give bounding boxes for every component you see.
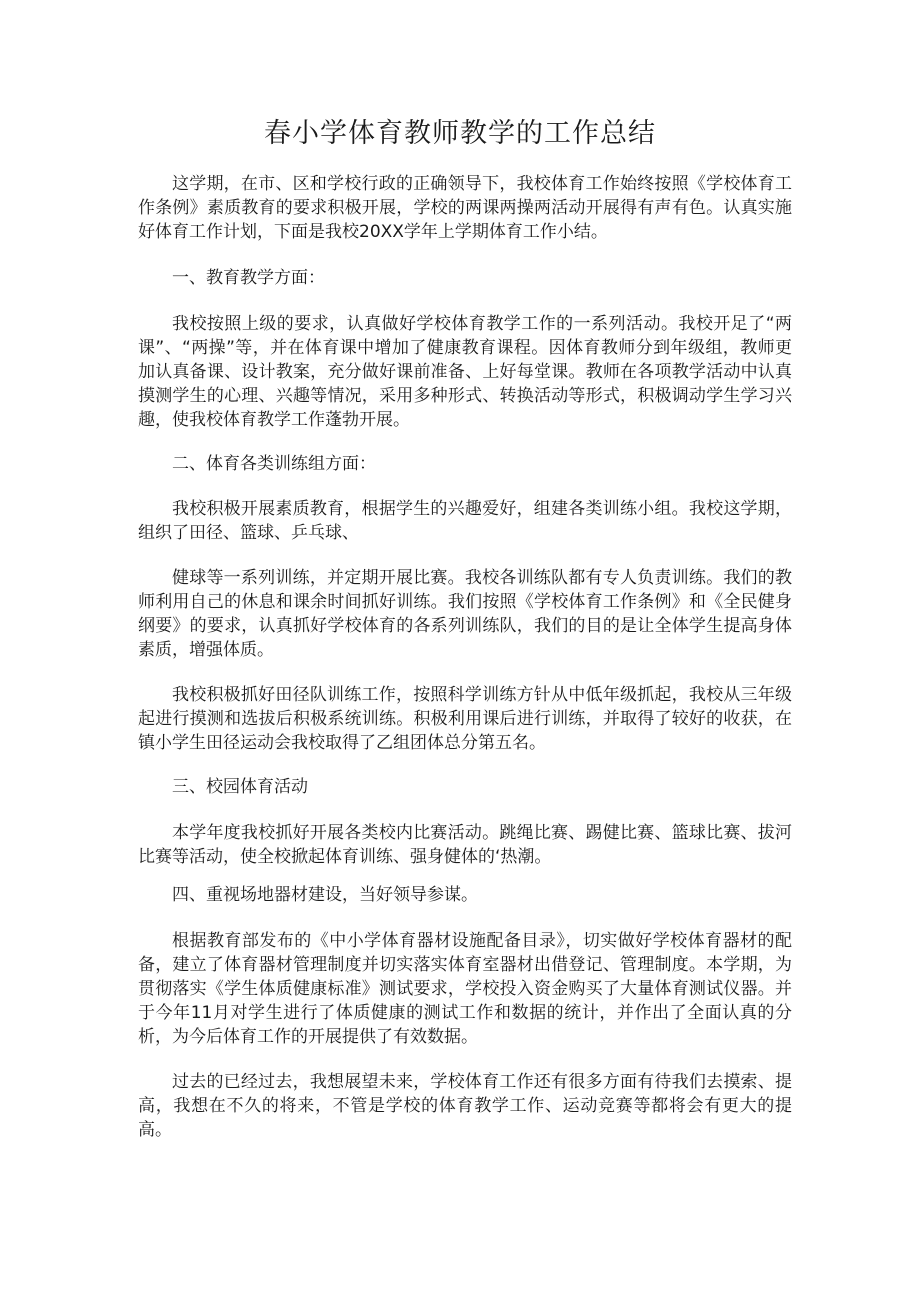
section-heading-training: 二、体育各类训练组方面： <box>172 454 376 474</box>
training-paragraph-2: 健球等一系列训练，并定期开展比赛。我校各训练队都有专人负责训练。我们的教师利用自己的休息和课余时间抓好训练。我们按照《学校体育工作条例》和《全民健身纲要》的要求，认真抓好学校体育的各系列训练队，我们的目的是让全体学生提高身体素质，增强体质。 <box>138 568 792 660</box>
track-team-paragraph: 我校积极抓好田径队训练工作，按照科学训练方针从中低年级抓起，我校从三年级起进行摸测和选拔后积极系统训练。积极利用课后进行训练，并取得了较好的收获，在镇小学生田径运动会我校取得了乙组团体总分第五名。 <box>138 685 792 753</box>
equipment-paragraph: 根据教育部发布的《中小学体育器材设施配备目录》，切实做好学校体育器材的配备，建立了体育器材管理制度并切实落实体育室器材出借登记、管理制度。本学期，为贯彻落实《学生体质健康标准》测试要求，学校投入资金购买了大量体育测试仪器。并于今年11月对学生进行了体质健康的测试工作和数据的统计，并作出了全面认真的分析，为今后体育工作的开展提供了有效数据。 <box>138 931 792 1047</box>
intro-paragraph: 这学期，在市、区和学校行政的正确领导下，我校体育工作始终按照《学校体育工作条例》素质教育的要求积极开展，学校的两课两操两活动开展得有声有色。认真实施好体育工作计划，下面是我校20XX学年上学期体育工作小结。 <box>138 174 792 242</box>
training-paragraph-1: 我校积极开展素质教育，根据学生的兴趣爱好，组建各类训练小组。我校这学期，组织了田径、篮球、乒乓球、 <box>138 499 792 543</box>
document-title: 春小学体育教师教学的工作总结 <box>264 118 656 149</box>
section-heading-equipment: 四、重视场地器材建设，当好领导参谋。 <box>172 885 478 905</box>
teaching-paragraph: 我校按照上级的要求，认真做好学校体育教学工作的一系列活动。我校开足了“两课”、“两操”等，并在体育课中增加了健康教育课程。因体育教师分到年级组，教师更加认真备课、设计教案，充分做好课前准备、上好每堂课。教师在各项教学活动中认真摸测学生的心理、兴趣等情况，采用多种形式、转换活动等形式，积极调动学生学习兴趣，使我校体育教学工作蓬勃开展。 <box>138 314 792 430</box>
campus-activities-paragraph: 本学年度我校抓好开展各类校内比赛活动。跳绳比赛、踢健比赛、篮球比赛、拔河比赛等活动，使全校掀起体育训练、强身健体的‘热潮。 <box>138 823 792 867</box>
section-heading-teaching: 一、教育教学方面： <box>172 268 325 288</box>
section-heading-campus-activities: 三、校园体育活动 <box>172 777 308 797</box>
closing-paragraph: 过去的已经过去，我想展望未来，学校体育工作还有很多方面有待我们去摸索、提高，我想在不久的将来，不管是学校的体育教学工作、运动竞赛等都将会有更大的提高。 <box>138 1072 792 1140</box>
